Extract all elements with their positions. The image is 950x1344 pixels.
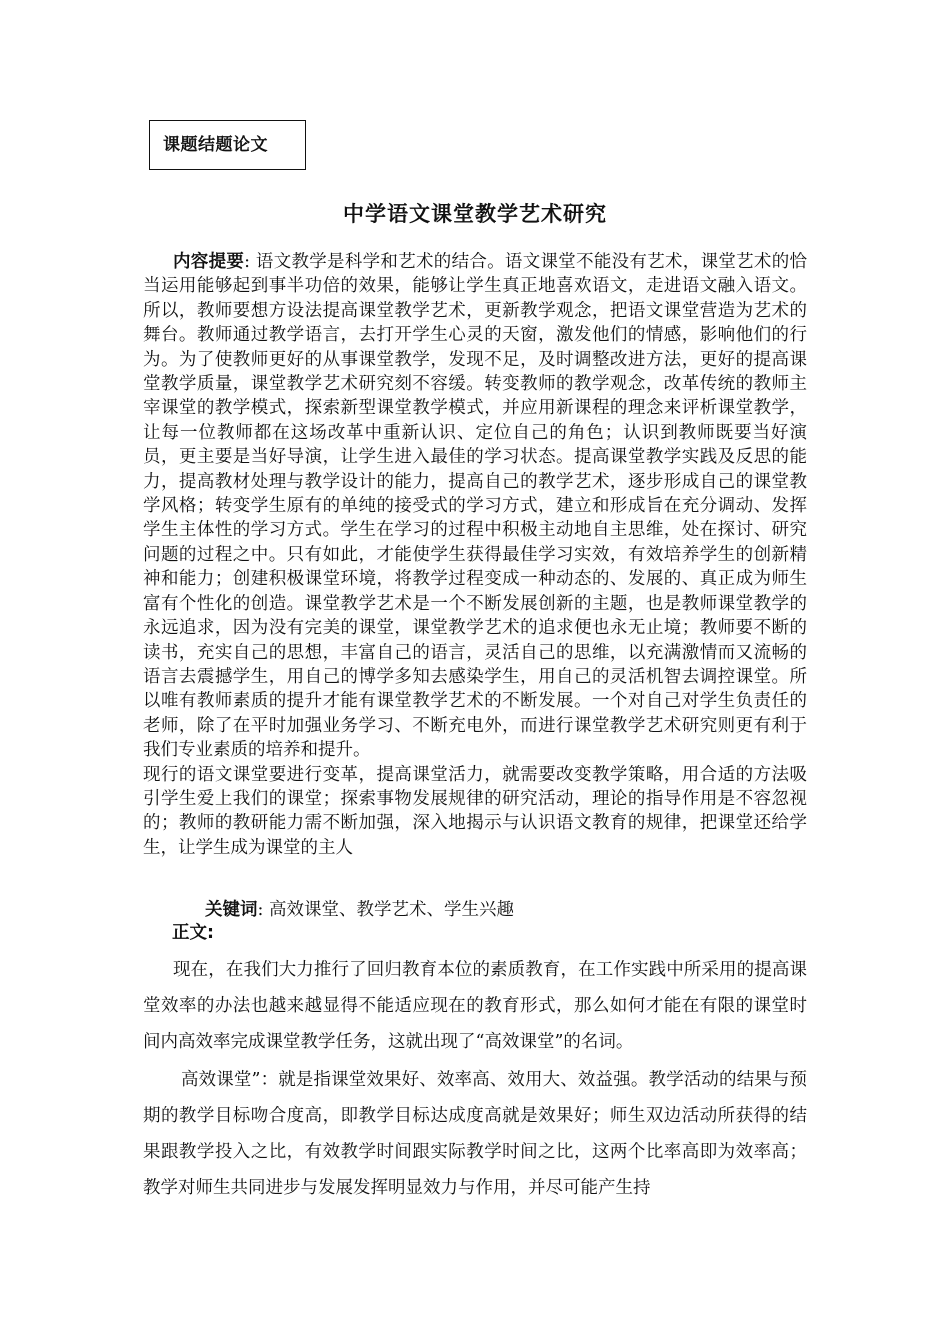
- abstract-paragraph-1: [143, 250, 807, 763]
- document-type-label: 课题结题论文: [163, 135, 268, 155]
- abstract-text-1: 语文教学是科学和艺术的结合。语文课堂不能没有艺术，课堂艺术的恰当运用能够起到事半功倍的效果，能够让学生真正地喜欢语文，走进语文融入语文。所以，教师要想方设法提高课堂教学艺术，更新教学观念，把语文课堂营造为艺术的舞台。教师通过教学语言，去打开学生心灵的天窗，激发他们的情感，影响他们的行为。为了使教师更好的从事课堂教学，发现不足，及时调整改进方法，更好的提高课堂教学质量，课堂教学艺术研究刻不容缓。转变教师的教学观念，改革传统的教师主宰课堂的教学模式，探索新型课堂教学模式，并应用新课程的理念来评析课堂教学，让每一位教师都在这场改革中重新认识、定位自己的角色；认识到教师既要当好演员，更主要是当好导演，让学生进入最佳的学习状态。提高课堂教学实践及反思的能力，提高教材处理与教学设计的能力，提高自己的教学艺术，逐步形成自己的课堂教学风格；转变学生原有的单纯的接受式的学习方式，建立和形成旨在充分调动、发挥学生主体性的学习方式。学生在学习的过程中积极主动地自主思维，处在探讨、研究问题的过程之中。只有如此，才能使学生获得最佳学习实效，有效培养学生的创新精神和能力；创建积极课堂环境，将教学过程变成一种动态的、发展的、真正成为师生富有个性化的创造。课堂教学艺术是一个不断发展创新的主题，也是教师课堂教学的永远追求，因为没有完美的课堂，课堂教学艺术的追求便也永无止境；教师要不断的读书，充实自己的思想，丰富自己的语言，灵活自己的思维，以充满激情而又流畅的语言去震撼学生，用自己的博学多知去感染学生，用自己的灵活机智去调控课堂。所以唯有教师素质的提升才能有课堂教学艺术的不断发展。一个对自己对学生负责任的老师，除了在平时加强业务学习、不断充电外，而进行课堂教学艺术研究则更有利于我们专业素质的培养和提升。: [143, 252, 808, 761]
- abstract-colon: :: [244, 252, 251, 272]
- body-paragraph-2: 高效课堂”：就是指课堂效果好、效率高、效用大、效益强。教学活动的结果与预期的教学目标吻合度高，即教学目标达成度高就是效果好；师生双边活动所获得的结果跟教学投入之比，有效教学时间跟实际教学时间之比，这两个比率高即为效率高；教学对师生共同进步与发展发挥明显效力与作用，并尽可能产生持: [143, 1070, 807, 1198]
- document-type-box: [149, 120, 306, 170]
- keywords-line: [205, 898, 514, 922]
- keywords-text: 高效课堂、教学艺术、学生兴趣: [263, 900, 514, 920]
- abstract-paragraph-2: 现行的语文课堂要进行变革，提高课堂活力，就需要改变教学策略，用合适的方法吸引学生爱上我们的课堂；探索事物发展规律的研究活动，理论的指导作用是不容忽视的；教师的教研能力需不断加强，深入地揭示与认识语文教育的规律，把课堂还给学生，让学生成为课堂的主人: [143, 764, 807, 858]
- keywords-lead: 关键词: [205, 900, 258, 920]
- keywords-colon: :: [257, 900, 264, 920]
- abstract-lead: 内容提要: [173, 252, 245, 272]
- body-paragraph-1: 现在，在我们大力推行了回归教育本位的素质教育，在工作实践中所采用的提高课堂效率的办法也越来越显得不能适应现在的教育形式，那么如何才能在有限的课堂时间内高效率完成课堂教学任务，这就出现了“高效课堂”的名词。: [143, 960, 807, 1052]
- body-heading: 正文:: [172, 923, 214, 943]
- abstract-section: [143, 250, 807, 860]
- paper-title: 中学语文课堂教学艺术研究: [343, 202, 607, 226]
